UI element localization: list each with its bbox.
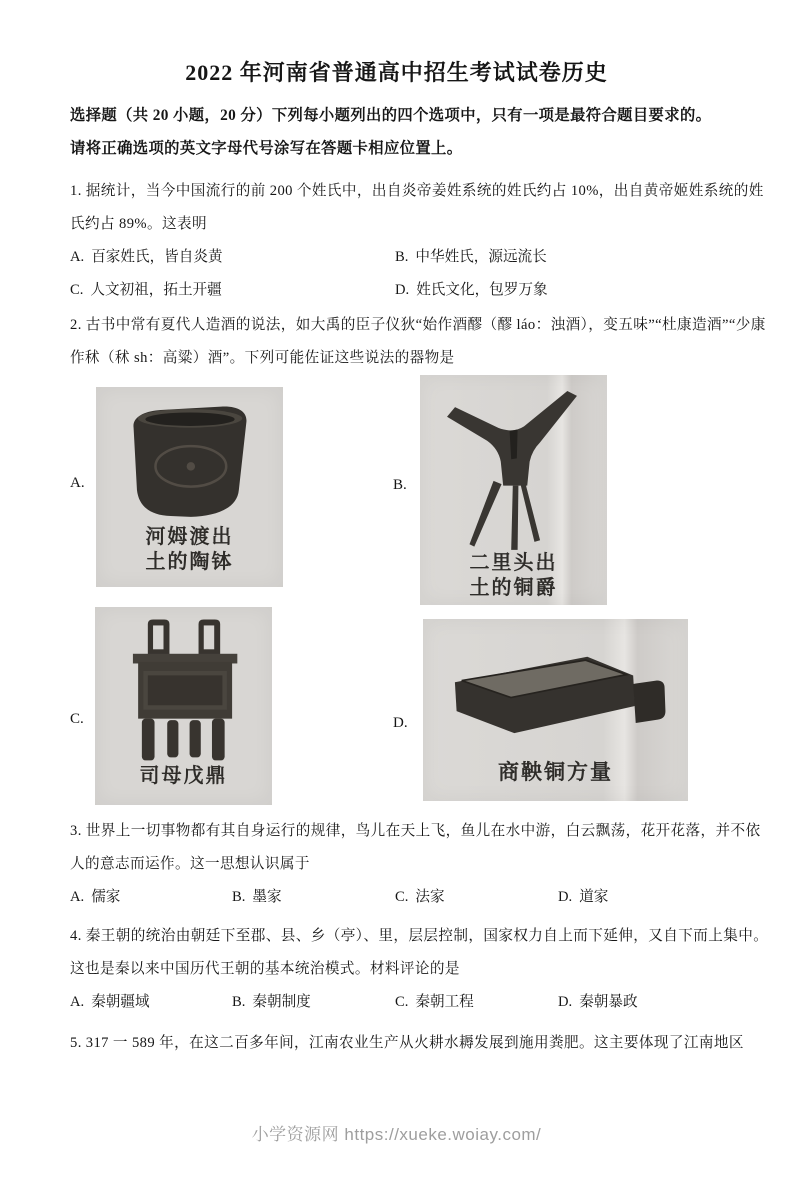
question-3-line-2: 人的意志而运作。这一思想认识属于 <box>70 856 310 872</box>
question-4-option-d: D. 秦朝暴政 <box>558 994 638 1010</box>
bronze-jue-icon <box>439 383 589 551</box>
instructions <box>70 99 743 165</box>
figure-d-caption: 商鞅铜方量 <box>498 760 613 785</box>
question-4-line-1: 4. 秦王朝的统治由朝廷下至郡、县、乡（亭）、里，层层控制，国家权力自上而下延伸，又自下而上集中。 <box>70 928 769 944</box>
question-1-options <box>70 241 793 307</box>
question-3-option-b: B. 墨家 <box>232 889 282 905</box>
figure-b-caption: 二里头出 土的铜爵 <box>469 552 558 600</box>
question-4-line-2: 这也是秦以来中国历代王朝的基本统治模式。材料评论的是 <box>70 961 460 977</box>
question-3-option-d: D. 道家 <box>558 889 609 905</box>
question-4-options <box>70 986 793 1019</box>
question-4-text <box>70 920 769 986</box>
figure-c-caption: 司母戊鼎 <box>139 765 228 788</box>
figure-d-photo <box>423 619 688 801</box>
bronze-ding-icon <box>118 615 250 764</box>
figure-c-photo <box>95 607 272 805</box>
footer-watermark: 小学资源网 https://xueke.woiay.com/ <box>251 1125 542 1144</box>
question-1-line-2: 氏约占 89%。这表明 <box>70 216 207 232</box>
question-3-options <box>70 881 793 914</box>
question-5-line-1: 5. 317 一 589 年，在这二百多年间，江南农业生产从火耕水耨发展到施用粪肥。这主要体现了江南地区 <box>70 1035 744 1051</box>
pottery-bowl-icon <box>110 399 270 525</box>
question-2-line-1: 2. 古书中常有夏代人造酒的说法，如大禹的臣子仪狄“始作酒醪（醪 láo：浊酒），变五味”“杜康造酒”“少康 <box>70 317 766 333</box>
question-1-option-b: B. 中华姓氏，源远流长 <box>395 249 547 265</box>
figure-label-c: C. <box>70 711 84 727</box>
figure-b-photo <box>420 375 607 605</box>
question-4-option-b: B. 秦朝制度 <box>232 994 311 1010</box>
figure-a-caption: 河姆渡出 土的陶钵 <box>145 526 234 574</box>
instructions-line-2: 请将正确选项的英文字母代号涂写在答题卡相应位置上。 <box>70 140 463 157</box>
question-2-figure-grid <box>0 375 793 805</box>
question-4-option-a: A. 秦朝疆域 <box>70 994 150 1010</box>
figure-label-a: A. <box>70 475 85 491</box>
question-1-line-1: 1. 据统计，当今中国流行的前 200 个姓氏中，出自炎帝姜姓系统的姓氏约占 10%，出自黄帝姬姓系统的姓 <box>70 183 764 199</box>
question-2-line-2: 作秫（秫 sh：高粱）酒”。下列可能佐证这些说法的器物是 <box>70 350 455 366</box>
question-1-option-a: A. 百家姓氏，皆自炎黄 <box>70 249 223 265</box>
bronze-measure-icon <box>443 633 668 760</box>
question-5-text <box>70 1027 743 1060</box>
question-1-text <box>70 175 764 241</box>
figure-label-d: D. <box>393 715 408 731</box>
exam-paper-page <box>0 56 793 1178</box>
page-title: 2022 年河南省普通高中招生考试试卷历史 <box>185 60 608 85</box>
question-3-line-1: 3. 世界上一切事物都有其自身运行的规律，鸟儿在天上飞，鱼儿在水中游，白云飘荡，花开花落，并不依 <box>70 823 761 839</box>
instructions-line-1: 选择题（共 20 小题，20 分）下列每小题列出的四个选项中，只有一项是最符合题目要求的。 <box>70 107 712 124</box>
question-3-option-a: A. 儒家 <box>70 889 121 905</box>
question-3-text <box>70 815 761 881</box>
question-3-option-c: C. 法家 <box>395 889 445 905</box>
question-1-option-c: C. 人文初祖，拓土开疆 <box>70 282 222 298</box>
question-1-option-d: D. 姓氏文化，包罗万象 <box>395 282 548 298</box>
question-2-text <box>70 309 766 375</box>
question-4-option-c: C. 秦朝工程 <box>395 994 474 1010</box>
figure-a-photo <box>96 387 283 587</box>
figure-label-b: B. <box>393 477 407 493</box>
